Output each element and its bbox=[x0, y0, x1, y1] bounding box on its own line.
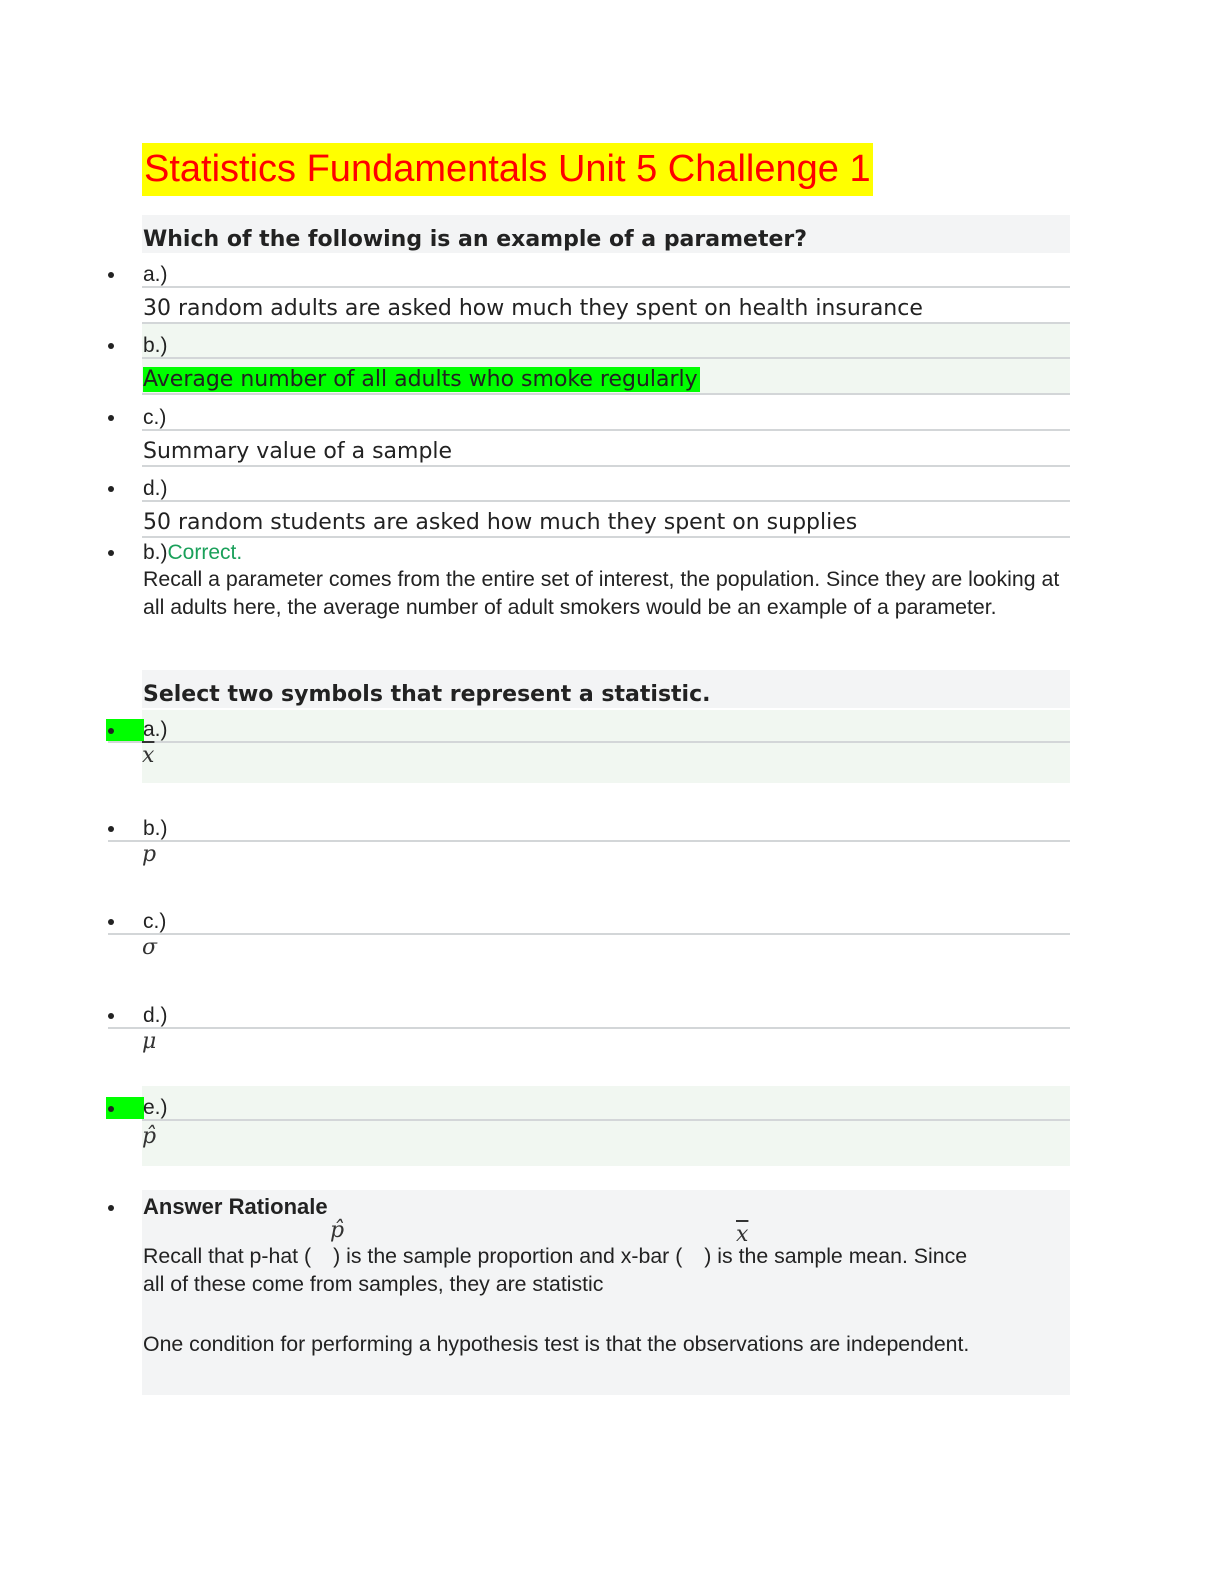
divider bbox=[142, 465, 1070, 467]
p-hat-symbol: p̂ bbox=[330, 1218, 345, 1243]
divider bbox=[108, 840, 1070, 842]
page-title: Statistics Fundamentals Unit 5 Challenge 1 bbox=[142, 143, 873, 196]
bullet-icon bbox=[108, 919, 114, 925]
divider bbox=[142, 536, 1070, 538]
q2-selected-option-bg bbox=[142, 1086, 1070, 1166]
answer-rationale-line-1 bbox=[143, 1242, 967, 1270]
q1-option-b-highlight: Average number of all adults who smoke regularly bbox=[143, 367, 698, 392]
bullet-icon bbox=[108, 272, 114, 278]
q1-option-c-text[interactable]: Summary value of a sample bbox=[143, 439, 453, 464]
question-1-heading: Which of the following is an example of a parameter? bbox=[142, 215, 1070, 253]
q1-option-a-label: a.) bbox=[143, 263, 168, 286]
answer-rationale-title: Answer Rationale bbox=[143, 1194, 328, 1219]
divider bbox=[108, 933, 1070, 935]
correct-status: Correct. bbox=[167, 541, 243, 564]
divider bbox=[142, 500, 1070, 502]
q1-option-b-text[interactable] bbox=[143, 365, 700, 395]
q1-option-d-text[interactable]: 50 random students are asked how much they spent on supplies bbox=[143, 510, 858, 535]
divider bbox=[142, 357, 1070, 359]
answer-text-part-b: ) is the sample proportion and x-bar ( bbox=[333, 1244, 683, 1268]
q1-option-b-label: b.) bbox=[143, 334, 168, 357]
bullet-icon bbox=[108, 1013, 114, 1019]
bullet-icon bbox=[108, 343, 114, 349]
q1-option-c-label: c.) bbox=[143, 406, 167, 429]
mu-symbol: μ bbox=[142, 1029, 157, 1054]
bullet-icon bbox=[108, 415, 114, 421]
p-hat-symbol: p̂ bbox=[142, 1124, 157, 1149]
bullet-icon bbox=[108, 1106, 114, 1112]
question-2-heading: Select two symbols that represent a statistic. bbox=[142, 670, 1070, 708]
q2-option-b-label[interactable]: b.) bbox=[143, 817, 168, 840]
q1-answer-label: b.) bbox=[143, 541, 168, 564]
sigma-symbol: σ bbox=[142, 935, 158, 960]
answer-text-part-a: Recall that p-hat ( bbox=[143, 1244, 312, 1268]
q2-option-e-label[interactable]: e.) bbox=[143, 1096, 168, 1119]
bullet-icon bbox=[108, 486, 114, 492]
bullet-icon bbox=[108, 550, 114, 556]
q2-option-a-label[interactable]: a.) bbox=[143, 718, 168, 741]
divider bbox=[108, 1027, 1070, 1029]
p-symbol: p bbox=[142, 842, 157, 867]
q1-rationale: Recall a parameter comes from the entire set of interest, the population. Since they are looking at all adults here, the average number of adult smokers would be an example of a parameter. bbox=[143, 567, 1060, 619]
q2-selected-option-bg bbox=[142, 710, 1070, 783]
q1-option-d-label: d.) bbox=[143, 477, 168, 500]
divider bbox=[142, 1119, 1070, 1121]
divider bbox=[142, 393, 1070, 395]
q2-option-c-label[interactable]: c.) bbox=[143, 910, 167, 933]
bullet-icon bbox=[108, 728, 114, 734]
q2-option-d-label[interactable]: d.) bbox=[143, 1004, 168, 1027]
divider bbox=[142, 429, 1070, 431]
bullet-icon bbox=[108, 1205, 114, 1211]
divider bbox=[142, 286, 1070, 288]
divider bbox=[108, 741, 1070, 743]
x-bar-symbol: $\overline{x}$ bbox=[142, 743, 155, 768]
q1-option-a-text[interactable]: 30 random adults are asked how much they spent on health insurance bbox=[143, 296, 923, 321]
bullet-icon bbox=[108, 826, 114, 832]
answer-text-part-c: ) is the sample mean. Since bbox=[704, 1244, 968, 1268]
answer-rationale-line-2: all of these come from samples, they are statistic bbox=[143, 1272, 604, 1296]
answer-rationale-paragraph-2: One condition for performing a hypothesis test is that the observations are independent. bbox=[143, 1332, 970, 1356]
q1-answer bbox=[143, 541, 242, 565]
x-bar-symbol: $\overline{x}$ bbox=[736, 1222, 749, 1247]
